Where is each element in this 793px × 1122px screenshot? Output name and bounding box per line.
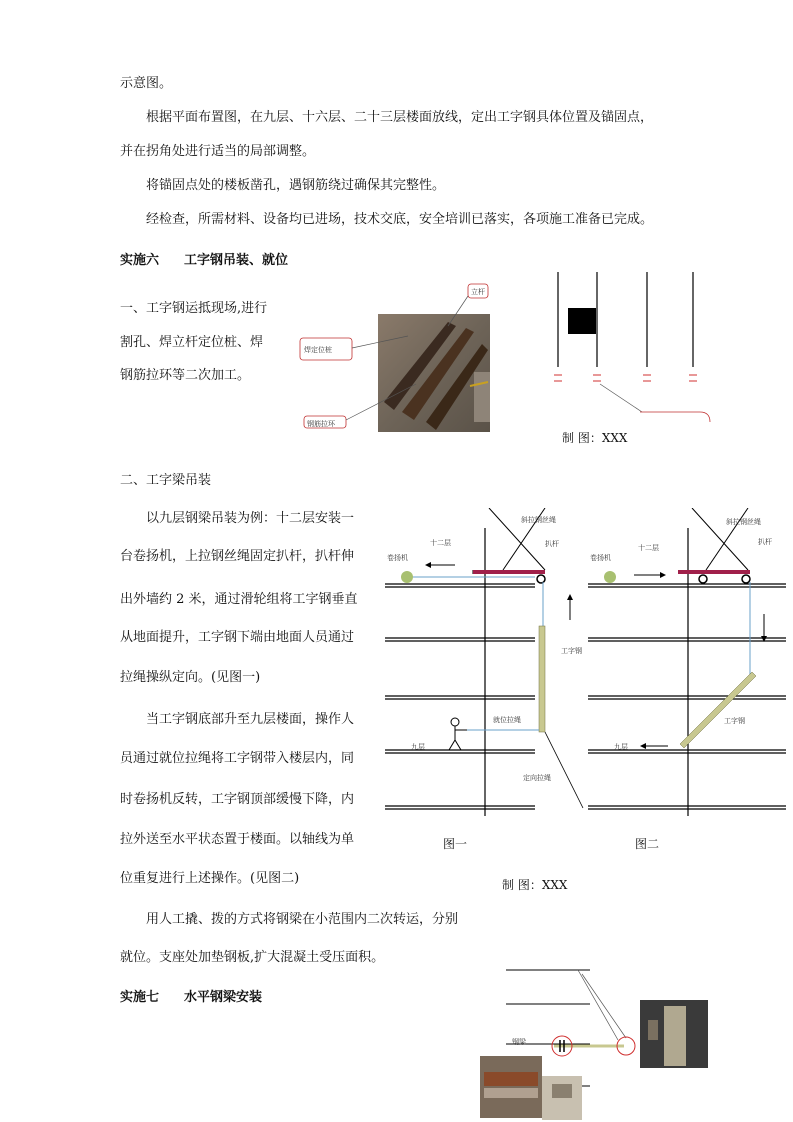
text-line: 钢筋拉环等二次加工。 — [120, 368, 251, 383]
leader-line — [582, 974, 626, 1038]
text-line: 将锚固点处的楼板凿孔，遇钢筋绕过确保其完整性。 — [146, 178, 446, 193]
label-pole: 扒杆 — [758, 538, 772, 546]
text-line: 出外墙约 2 米，通过滑轮组将工字钢垂直 — [120, 592, 358, 607]
leader-line — [578, 970, 618, 1040]
figure-1-diagram — [385, 508, 590, 818]
label-box — [640, 412, 710, 422]
text-line: 一、工字钢运抵现场,进行 — [120, 301, 268, 316]
left-arrow-head — [425, 562, 431, 568]
guide-rope — [545, 732, 583, 808]
text-line: 经检查，所需材料、设备均已进场，技术交底，安全培训已落实，各项施工准备已完成。 — [146, 212, 654, 227]
section-heading-num: 实施六 — [120, 253, 160, 268]
pulley — [742, 575, 750, 583]
figure-2-diagram — [588, 508, 788, 818]
label-floor9: 九层 — [614, 743, 628, 751]
text-line: 台卷扬机，上拉钢丝绳固定扒杆，扒杆伸 — [120, 549, 355, 564]
text-line: 用人工撬、拨的方式将钢梁在小范围内二次转运，分别 — [146, 912, 459, 927]
i-beam — [680, 672, 756, 748]
label-winch: 卷扬机 — [387, 554, 408, 562]
gin-pole — [473, 570, 545, 574]
pulley — [699, 575, 707, 583]
worker-figure — [449, 718, 467, 750]
section-heading-title: 水平钢梁安装 — [184, 990, 263, 1005]
photo-detail — [484, 1072, 538, 1086]
section-heading-num: 实施七 — [120, 990, 160, 1005]
text-line: 拉绳操纵定向。(见图一) — [120, 670, 261, 685]
text-line: 割孔、焊立杆定位桩、焊 — [120, 335, 264, 350]
text-line: 位重复进行上述操作。(见图二) — [120, 871, 300, 886]
photo-detail — [474, 372, 490, 422]
figure-caption: 制 图：XXX — [502, 878, 568, 892]
photo-detail — [552, 1084, 572, 1098]
text-line: 以九层钢梁吊装为例：十二层安装一 — [146, 511, 355, 526]
label-beam: 工字钢 — [561, 647, 582, 655]
figure-caption: 图一 — [443, 837, 468, 851]
text-line: 时卷扬机反转，工字钢顶部缓慢下降，内 — [120, 792, 355, 807]
label-beam: 钢梁 — [512, 1038, 526, 1046]
site-photo — [480, 1056, 542, 1118]
label-stake: 焊定位桩 — [304, 346, 332, 354]
right-arrow-head — [660, 572, 666, 578]
photo-detail — [648, 1020, 658, 1040]
left-arrow-head — [640, 743, 646, 749]
winch — [604, 571, 616, 583]
label-winch: 卷扬机 — [590, 554, 611, 562]
photo-detail — [664, 1006, 686, 1066]
text-line: 示意图。 — [120, 76, 173, 91]
layout-diagram — [540, 272, 720, 424]
figure-caption: 图二 — [635, 837, 660, 851]
i-beam — [539, 626, 545, 732]
text-line: 并在拐角处进行适当的局部调整。 — [120, 144, 316, 159]
label-floor12: 十二层 — [430, 539, 451, 547]
figure-caption: 制 图：XXX — [562, 431, 628, 445]
label-rope: 就位拉绳 — [493, 716, 521, 724]
label-wire: 斜拉钢丝绳 — [726, 518, 761, 526]
label-floor9: 九层 — [411, 743, 425, 751]
beam-installation-figure — [478, 960, 718, 1122]
label-floor12: 十二层 — [638, 544, 659, 552]
label-wire: 斜拉钢丝绳 — [521, 516, 556, 524]
column-block — [568, 308, 596, 334]
text-line: 员通过就位拉绳将工字钢带入楼层内，同 — [120, 751, 355, 766]
label-pole: 立杆 — [471, 288, 485, 296]
text-line: 根据平面布置图，在九层、十六层、二十三层楼面放线，定出工字钢具体位置及锚固点， — [146, 110, 654, 125]
pulley — [537, 575, 545, 583]
leader-line — [600, 384, 642, 412]
beam-photo-figure — [298, 282, 498, 434]
label-ring: 钢筋拉环 — [307, 420, 335, 428]
up-arrow-head — [567, 594, 573, 600]
subheading: 二、工字梁吊装 — [120, 473, 212, 488]
text-line: 拉外送至水平状态置于楼面。以轴线为单 — [120, 832, 355, 847]
label-pole: 扒杆 — [545, 540, 559, 548]
gin-pole — [678, 570, 750, 574]
floor-slabs — [385, 584, 535, 809]
text-line: 从地面提升，工字钢下端由地面人员通过 — [120, 630, 355, 645]
floor-slabs — [588, 584, 786, 809]
text-line: 就位。支座处加垫钢板,扩大混凝土受压面积。 — [120, 950, 385, 965]
text-line: 当工字钢底部升至九层楼面，操作人 — [146, 712, 355, 727]
photo-detail — [484, 1088, 538, 1098]
anchor-marks — [554, 375, 697, 381]
label-guide: 定向拉绳 — [523, 774, 551, 782]
winch — [401, 571, 413, 583]
section-heading-title: 工字钢吊装、就位 — [184, 253, 289, 268]
label-beam: 工字钢 — [724, 717, 745, 725]
